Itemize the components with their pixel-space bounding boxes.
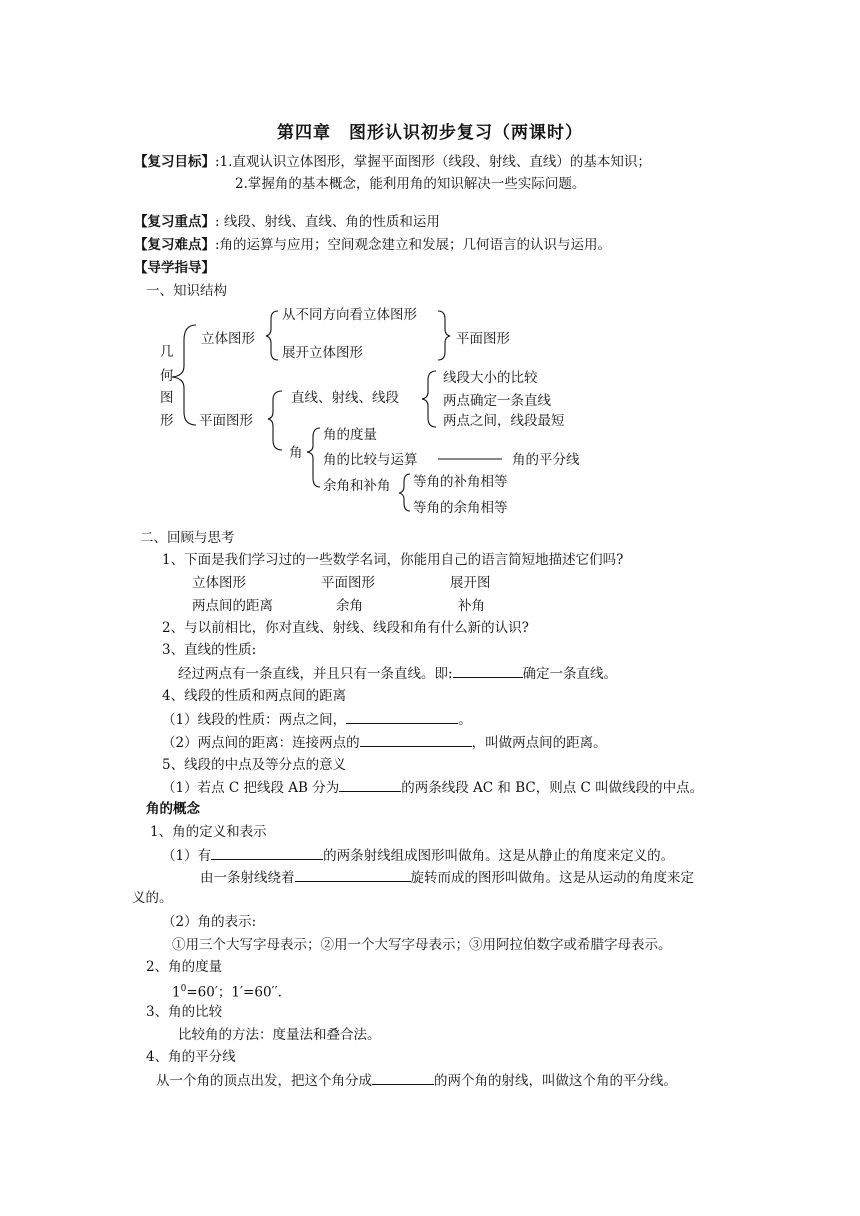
node-line-item-1: 线段大小的比较 [443, 370, 538, 386]
node-angle-item-1: 角的度量 [323, 427, 377, 443]
node-angle-item-2: 角的比较与运算 [323, 452, 418, 468]
plane-brace [268, 391, 282, 450]
node-angle-item-3: 余角和补角 [323, 478, 391, 494]
angle-s1-1c-line [200, 868, 694, 887]
q3-text-b: 确定一条直线。 [522, 666, 618, 682]
q5-1-text-b: 的两条线段 AC 和 BC，则点 C 叫做线段的中点。 [401, 780, 704, 796]
angle-s3-heading: 3、角的比较 [146, 1004, 223, 1020]
node-line-item-2: 两点确定一条直线 [443, 393, 551, 409]
node-angle-op-result: 角的平分线 [512, 452, 580, 468]
angle-s3-text: 比较角的方法：度量法和叠合法。 [178, 1027, 381, 1043]
angle-s2-line [172, 980, 282, 1002]
q4-text: 4、线段的性质和两点间的距离 [162, 688, 347, 704]
term-plane: 平面图形 [321, 575, 375, 591]
angle-s1-1-text-a: （1）有 [162, 848, 212, 864]
node-lines: 直线、射线、线段 [291, 390, 399, 406]
q3-text: 3、直线的性质: [162, 642, 257, 658]
goals-line2: 2.掌握角的基本概念，能利用角的知识解决一些实际问题。 [235, 176, 586, 192]
q3-line [178, 664, 617, 683]
term-unfold: 展开图 [450, 575, 491, 591]
angle-brace [307, 428, 320, 487]
fill-blank-q4-2[interactable] [360, 733, 472, 747]
angle-s1-2-heading: （2）角的表示: [162, 914, 257, 930]
angle-s1-1-text-e: 义的。 [132, 890, 173, 906]
angle-s2-text-b: =60′；1′=60′′. [186, 984, 282, 1001]
q4-2-text-b: ，叫做两点间的距离。 [471, 735, 607, 751]
angle-s1-1-text-c: 由一条射线绕着 [200, 870, 295, 886]
angle-s4-line [156, 1071, 677, 1090]
angle-s4-text-a: 从一个角的顶点出发，把这个角分成 [156, 1073, 372, 1089]
angle-s4-heading: 4、角的平分线 [146, 1049, 236, 1065]
q4-1-line [162, 710, 472, 729]
angle-s1-heading: 1、角的定义和表示 [150, 824, 267, 840]
node-plane: 平面图形 [199, 413, 253, 429]
angle-concept-heading: 角的概念 [146, 801, 200, 817]
q4-1-text-b: 。 [458, 712, 472, 728]
node-solid-result: 平面图形 [456, 331, 510, 347]
q5-1-text-a: （1）若点 C 把线段 AB 分为 [162, 780, 340, 796]
root-char-2: 何 [160, 368, 174, 384]
node-solid: 立体图形 [201, 331, 255, 347]
section2-heading: 二、回顾与思考 [140, 530, 235, 546]
node-comp-item-2: 等角的余角相等 [413, 500, 508, 516]
q5-1-line [162, 778, 703, 797]
angle-s1-2-text: ①用三个大写字母表示；②用一个大写字母表示；③用阿拉伯数字或希腊字母表示。 [172, 937, 672, 953]
solid-brace [266, 311, 278, 360]
difficulties-text: :角的运算与应用；空间观念建立和发展；几何语言的认识与运用。 [215, 237, 612, 253]
angle-s2-heading: 2、角的度量 [146, 959, 223, 975]
q5-text: 5、线段的中点及等分点的意义 [162, 757, 347, 773]
section1-heading: 一、知识结构 [146, 283, 227, 299]
guide-label: 【导学指导】 [134, 260, 215, 276]
root-char-3: 图 [160, 390, 174, 406]
angle-s2-text-a: 1 [172, 984, 181, 1001]
solid-result-brace [438, 311, 450, 360]
term-solid: 立体图形 [192, 575, 246, 591]
q1-text: 1、下面是我们学习过的一些数学名词，你能用自己的语言简短地描述它们吗? [162, 552, 624, 568]
q4-2-text-a: （2）两点间的距离：连接两点的 [162, 735, 360, 751]
difficulties-label: 【复习难点】 [134, 237, 215, 253]
goals-line1: :1.直观认识立体图形，掌握平面图形（线段、射线、直线）的基本知识； [215, 154, 651, 170]
term-complementary: 余角 [336, 598, 363, 614]
node-line-item-3: 两点之间，线段最短 [443, 413, 565, 429]
node-solid-item-1: 从不同方向看立体图形 [282, 307, 417, 323]
q4-2-line [162, 733, 607, 752]
root-brace [172, 325, 196, 425]
key-points-text: : 线段、射线、直线、角的性质和运用 [215, 214, 440, 230]
angle-s1-1-line [162, 846, 674, 865]
fill-blank-angle-2[interactable] [295, 868, 411, 882]
angle-s1-1-text-d: 旋转而成的图形叫做角。这是从运动的角度来定 [410, 870, 694, 886]
node-angle: 角 [289, 445, 303, 461]
fill-blank-angle-1[interactable] [211, 846, 323, 860]
fill-blank-q4-1[interactable] [346, 710, 458, 724]
node-comp-item-1: 等角的补角相等 [413, 474, 508, 490]
fill-blank-q5-1[interactable] [339, 778, 401, 792]
key-points-label: 【复习重点】 [134, 214, 215, 230]
root-char-1: 几 [160, 344, 174, 360]
term-supplementary: 补角 [458, 598, 485, 614]
angle-s4-text-b: 的两个角的射线，叫做这个角的平分线。 [434, 1073, 677, 1089]
term-distance: 两点间的距离 [192, 598, 273, 614]
goals-label: 【复习目标】 [134, 154, 215, 170]
node-solid-item-2: 展开立体图形 [282, 345, 363, 361]
fill-blank-q3[interactable] [453, 664, 523, 678]
q4-1-text-a: （1）线段的性质：两点之间， [162, 712, 347, 728]
angle-s2-degree-sup: 0 [180, 984, 187, 994]
root-char-4: 形 [160, 413, 174, 429]
angle-s1-1-text-b: 的两条射线组成图形叫做角。这是从静止的角度来定义的。 [323, 848, 675, 864]
page-title: 第四章 图形认识初步复习（两课时） [277, 123, 583, 143]
q3-text-a: 经过两点有一条直线，并且只有一条直线。即: [178, 666, 453, 682]
fill-blank-angle-4[interactable] [372, 1071, 434, 1085]
q2-text: 2、与以前相比，你对直线、射线、线段和角有什么新的认识? [162, 620, 529, 636]
comp-brace [399, 474, 410, 511]
lines-brace [422, 371, 436, 427]
